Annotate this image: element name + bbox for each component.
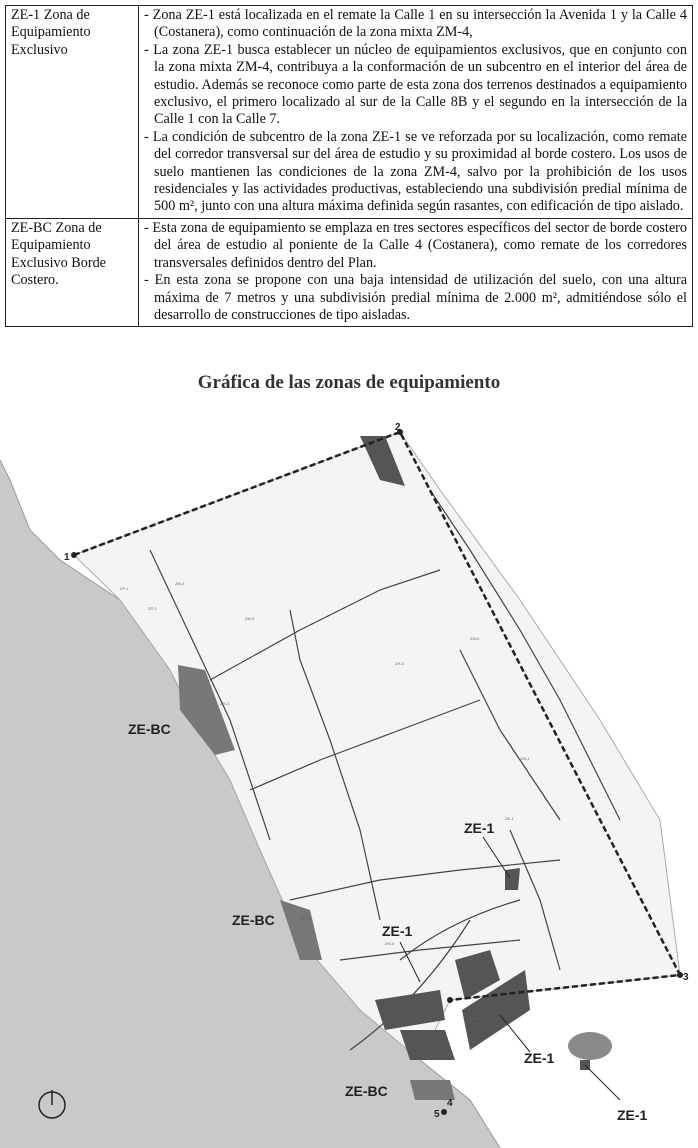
vertex-label: 5 (434, 1109, 440, 1120)
zone-label: ZE-1 (464, 820, 495, 836)
map-title: Gráfica de las zonas de equipamiento (197, 372, 501, 393)
small-label: ZP-1 (120, 586, 129, 591)
zone-name-cell: ZE-1 Zona de Equipamiento Exclusivo (6, 6, 139, 219)
table-row (6, 6, 693, 219)
small-label: ZM-6 (470, 636, 480, 641)
zone-name-cell: ZE-BC Zona de Equipamiento Exclusivo Borde Costero. (6, 218, 139, 326)
description-bullet: - La zona ZE-1 busca establecer un núcleo de equipamientos exclusivos, que en conjunto con la zona mixta ZM-4, contribuya a la conformación de un subcentro en el interior del área de estudio. Además se reconoce como parte de esta zona dos terrenos destinados a equipamiento exclusivo, el primero localizado al sur de la Calle 8B y el segundo en la intersección de la Calle 1 con la Calle 7. (144, 41, 687, 128)
zone-label: ZE-BC (345, 1083, 388, 1099)
zone-label: ZE-1 (524, 1050, 555, 1066)
description-bullet: - Zona ZE-1 está localizada en el remate la Calle 1 en su intersección la Avenida 1 y la Calle 4 (Costanera), como continuación de la zona mixta ZM-4, (144, 7, 687, 41)
zone-polygon (505, 868, 520, 890)
small-label: ZE-BC (300, 916, 312, 921)
small-label: ZH-5 (385, 941, 394, 946)
zone-label: ZE-BC (232, 912, 275, 928)
table-row (6, 218, 693, 326)
zones-table (5, 5, 693, 327)
description-bullet: - Esta zona de equipamiento se emplaza en tres sectores específicos del sector de borde costero del área de estudio al poniente de la Calle 4 (Costanera), como remate de los corredores transversales definidos dentro del Plan. (144, 219, 687, 271)
zone-label: ZE-1 (382, 923, 413, 939)
vertex-label: 4 (447, 1098, 453, 1109)
small-label: ZE-1 (505, 816, 514, 821)
zone-label: ZE-1 (617, 1107, 648, 1123)
small-label: ZM-4 (520, 756, 530, 761)
small-label: ZM-3 (220, 701, 230, 706)
description-bullet: - La condición de subcentro de la zona ZE-1 se ve reforzada por su localización, como remate del corredor transversal sur del área de estudio y su proximidad al borde costero. Los usos de suelo mantienen las condiciones de la zona ZM-4, salvo por la prohibición de los usos residenciales y las actividades productivas, estableciendo una subdivisión predial mínima de 500 m², junto con una altura máxima definida según rasantes, con edificación de tipo aislado. (144, 128, 687, 215)
small-label: ZM-3 (175, 581, 185, 586)
description-bullet: - En esta zona se propone con una baja intensidad de utilización del suelo, con una altura máxima de 7 metros y una subdivisión predial mínima de 2.000 m², admitiéndose sólo el desarrollo de construcciones de tipo aisladas. (144, 272, 687, 323)
vertex-label: 3 (683, 972, 689, 983)
vertex-label: 2 (395, 422, 401, 433)
small-label: ZM-5 (245, 616, 255, 621)
zone-description-cell (139, 6, 693, 219)
zone-polygon (410, 1080, 455, 1100)
zoning-map (0, 400, 698, 1148)
small-label: ZH-4 (395, 661, 404, 666)
zone-description-cell (139, 218, 693, 326)
small-label: ZH-3 (470, 1016, 479, 1021)
small-label: ZP-2 (148, 606, 157, 611)
zone-oval (568, 1032, 612, 1060)
vertex-label: 1 (64, 552, 70, 563)
zone-label: ZE-BC (128, 721, 171, 737)
